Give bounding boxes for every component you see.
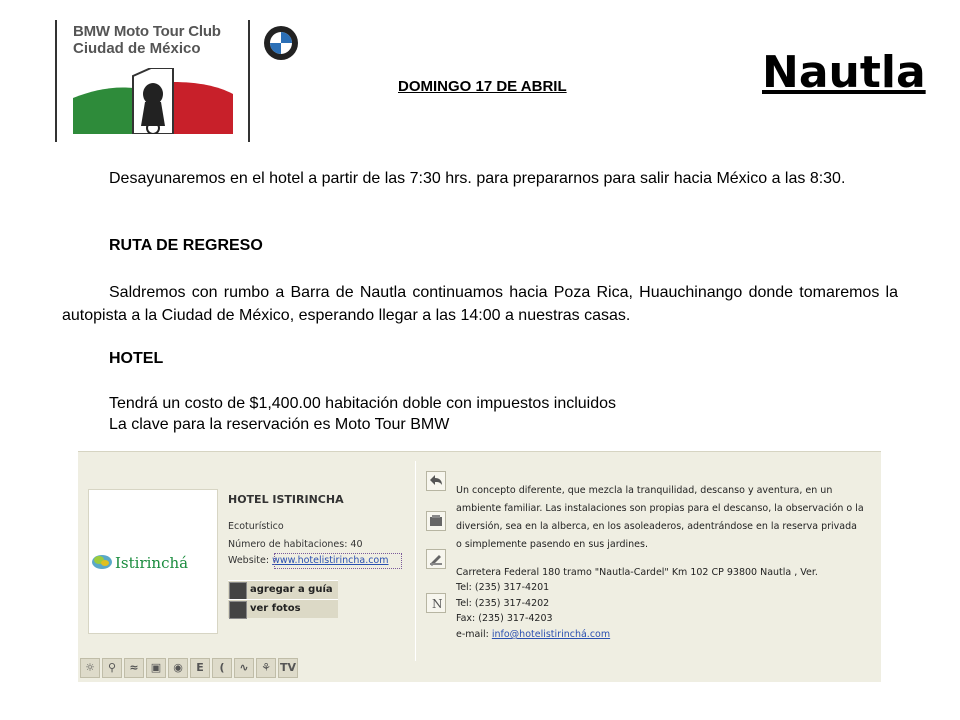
swimming-icon[interactable]: ≈ bbox=[124, 658, 144, 678]
panel-divider bbox=[415, 461, 416, 661]
logo-line-2: Ciudad de México bbox=[73, 40, 201, 57]
hiking-icon[interactable]: ⚲ bbox=[102, 658, 122, 678]
tv-icon[interactable]: TV bbox=[278, 658, 298, 678]
view-photos-label: ver fotos bbox=[250, 603, 301, 614]
contact-icon[interactable] bbox=[426, 549, 446, 569]
hotel-fax: Fax: (235) 317-4203 bbox=[456, 613, 553, 624]
back-arrow-icon[interactable] bbox=[426, 471, 446, 491]
phone-icon[interactable]: ( bbox=[212, 658, 232, 678]
website-link[interactable]: www.hotelistirincha.com bbox=[272, 555, 389, 566]
add-to-guide-button[interactable] bbox=[228, 580, 338, 599]
rider-flag-graphic bbox=[73, 68, 233, 134]
svg-text:N: N bbox=[432, 597, 443, 611]
hotel-logo-text: Istirinchá bbox=[115, 554, 189, 572]
hotel-card bbox=[78, 451, 881, 682]
amenity-icons bbox=[80, 658, 310, 678]
hotel-tel-2: Tel: (235) 317-4202 bbox=[456, 598, 550, 609]
hotel-logo-icon bbox=[91, 552, 113, 570]
email-link[interactable]: info@hotelistirinchá.com bbox=[491, 629, 611, 640]
hotel-address: Carretera Federal 180 tramo "Nautla-Cardel" Km 102 CP 93800 Nautla , Ver. bbox=[456, 567, 818, 578]
website-focus-frame bbox=[274, 553, 402, 569]
description-line-1: Un concepto diferente, que mezcla la tranquilidad, descanso y aventura, en un bbox=[456, 485, 833, 496]
restaurant-icon[interactable]: ◉ bbox=[168, 658, 188, 678]
hotel-logo-box bbox=[88, 489, 218, 634]
info-icon[interactable] bbox=[426, 511, 446, 531]
parking-icon[interactable]: ▣ bbox=[146, 658, 166, 678]
view-photos-button[interactable] bbox=[228, 599, 338, 618]
cost-line: Tendrá un costo de $1,400.00 habitación doble con impuestos incluidos bbox=[109, 395, 617, 412]
dining-icon[interactable]: ⚘ bbox=[256, 658, 276, 678]
add-guide-icon bbox=[229, 582, 247, 600]
logo-left-rule bbox=[55, 20, 57, 142]
e-icon[interactable]: E bbox=[190, 658, 210, 678]
add-to-guide-label: agregar a guía bbox=[250, 584, 333, 595]
club-logo bbox=[55, 20, 255, 145]
sun-icon[interactable]: ☼ bbox=[80, 658, 100, 678]
logo-right-rule bbox=[248, 20, 250, 142]
route-label: RUTA DE REGRESO bbox=[109, 237, 263, 254]
website-label: Website: bbox=[228, 555, 270, 566]
description-line-2: ambiente familiar. Las instalaciones son propias para el descanso, la observación o la bbox=[456, 503, 864, 514]
email-label: e-mail: bbox=[456, 629, 489, 640]
hotel-tel-1: Tel: (235) 317-4201 bbox=[456, 582, 550, 593]
map-icon[interactable] bbox=[426, 593, 446, 613]
page-title: Nautla bbox=[762, 47, 926, 98]
bmw-roundel-icon bbox=[263, 25, 299, 61]
reservation-key-line: La clave para la reservación es Moto Tour BMW bbox=[109, 416, 450, 433]
description-line-3: diversión, sea en la alberca, en los asoleaderos, adentrándose en la reserva privada bbox=[456, 521, 857, 532]
hotel-name: HOTEL ISTIRINCHA bbox=[228, 493, 344, 506]
photos-icon bbox=[229, 601, 247, 619]
hotel-category: Ecoturístico bbox=[228, 521, 284, 532]
laundry-icon[interactable]: ∿ bbox=[234, 658, 254, 678]
breakfast-paragraph: Desayunaremos en el hotel a partir de las 7:30 hrs. para prepararnos para salir hacia México a las 8:30. bbox=[109, 170, 846, 187]
hotel-email-row bbox=[456, 629, 610, 640]
route-paragraph: Saldremos con rumbo a Barra de Nautla continuamos hacia Poza Rica, Huauchinango donde tomaremos la autopista a la Ciudad de México, esperando llegar a las 14:00 a nuestras casas. bbox=[62, 284, 898, 324]
date-heading: DOMINGO 17 DE ABRIL bbox=[398, 78, 567, 95]
hotel-rooms: Número de habitaciones: 40 bbox=[228, 539, 363, 550]
logo-line-1: BMW Moto Tour Club bbox=[73, 23, 221, 40]
hotel-label: HOTEL bbox=[109, 350, 164, 367]
description-line-4: o simplemente pasendo en sus jardines. bbox=[456, 539, 648, 550]
